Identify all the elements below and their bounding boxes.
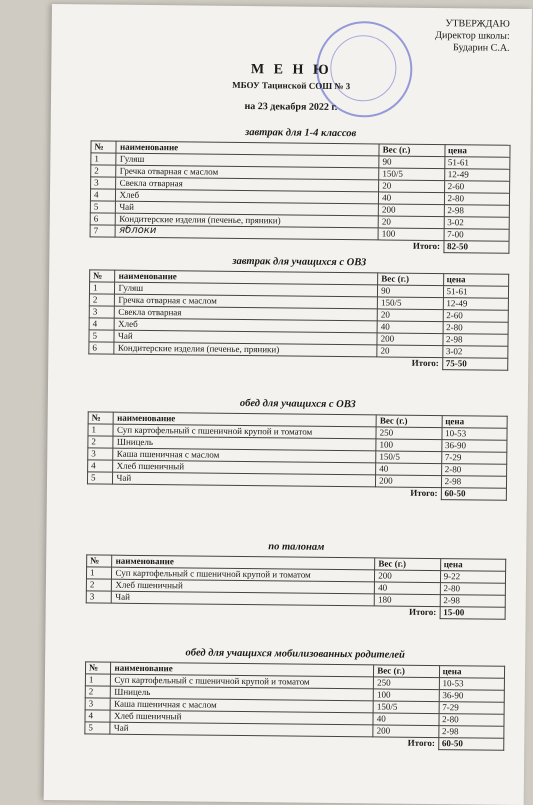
dish-name: Суп картофельный с пшеничной крупой и томатом: [112, 567, 375, 582]
total-label: Итого:: [411, 357, 439, 369]
school-name: МБОУ Тацинской СОШ № 3: [232, 79, 351, 92]
dish-weight: 150/5: [373, 701, 439, 714]
menu-section-table: [88, 255, 509, 370]
column-header-name: наименование: [112, 555, 375, 570]
row-number: 6: [89, 342, 115, 354]
dish-price: 2-98: [441, 476, 507, 489]
dish-price: 36-90: [439, 690, 505, 703]
dish-weight: 100: [373, 689, 439, 702]
column-header-num: №: [88, 412, 114, 424]
dish-name: Каша пшеничная с маслом: [111, 698, 374, 713]
section-title: обед для учащихся с ОВЗ: [239, 397, 356, 411]
dish-price: 7-29: [439, 702, 505, 715]
section-title: завтрак для 1-4 классов: [245, 127, 357, 140]
dish-price: 7-00: [444, 229, 510, 242]
dish-weight: 200: [377, 333, 443, 346]
dish-weight: 20: [377, 345, 443, 358]
dish-price: 10-53: [442, 428, 508, 441]
column-header-name: наименование: [116, 141, 379, 156]
dish-name: Суп картофельный с пшеничной крупой и томатом: [111, 674, 374, 689]
column-header-name: наименование: [115, 270, 378, 285]
row-number: 5: [87, 472, 113, 484]
row-number: 2: [85, 686, 111, 698]
dish-weight: 100: [378, 228, 444, 241]
dish-weight: 40: [379, 192, 445, 205]
section-title: обед для учащихся мобилизованных родителей: [185, 647, 405, 661]
total-value: 15-00: [440, 607, 506, 620]
dish-weight: 20: [379, 180, 445, 193]
dish-name: Каша пшеничная с маслом: [113, 448, 376, 463]
dish-weight: 40: [375, 582, 441, 595]
total-value: 75-50: [442, 358, 508, 371]
column-header-name: наименование: [111, 662, 374, 677]
dish-weight: 100: [376, 439, 442, 452]
dish-name: Чай: [114, 330, 377, 345]
dish-price: 2-98: [443, 334, 509, 347]
row-number: 3: [89, 306, 115, 318]
menu-section-table: [84, 647, 505, 750]
dish-price: 2-60: [444, 181, 510, 194]
approval-heading: УТВЕРЖДАЮ: [445, 18, 510, 30]
dish-price: 10-53: [439, 678, 505, 691]
row-number: 4: [88, 460, 114, 472]
menu-sheet: [44, 4, 532, 805]
total-spacer: [86, 603, 374, 618]
total-spacer: [85, 734, 373, 749]
dish-price: 12-49: [443, 298, 509, 311]
column-header-price: цена: [443, 274, 509, 287]
dish-name: Гуляш: [116, 153, 379, 168]
row-number: 2: [91, 165, 117, 177]
dish-name: Чай: [116, 201, 379, 216]
row-number: 5: [85, 722, 111, 734]
column-header-weight: Вес (г.): [379, 144, 445, 157]
page-title: М Е Н Ю: [250, 62, 332, 78]
total-spacer: [87, 484, 375, 499]
dish-price: 51-61: [443, 286, 509, 299]
dish-name: Чай: [110, 722, 373, 737]
total-label: Итого:: [410, 487, 438, 499]
row-number: 1: [85, 674, 111, 686]
dish-weight: 150/5: [379, 168, 445, 181]
row-number: 4: [89, 318, 115, 330]
row-number: 2: [86, 579, 112, 591]
column-header-num: №: [90, 270, 116, 282]
dish-weight: 200: [376, 475, 442, 488]
dish-price: 2-98: [438, 726, 504, 739]
dish-name: Гуляш: [115, 282, 378, 297]
dish-price: 2-98: [444, 205, 510, 218]
dish-weight: 40: [377, 321, 443, 334]
dish-name: Свекла отварная: [115, 306, 378, 321]
total-value: 60-50: [441, 488, 507, 501]
column-header-weight: Вес (г.): [375, 558, 441, 571]
dish-name: яблоки: [116, 225, 379, 240]
dish-price: 2-80: [444, 193, 510, 206]
dish-price: 2-80: [443, 322, 509, 335]
total-label: Итого:: [409, 606, 437, 618]
dish-weight: 250: [376, 427, 442, 440]
dish-name: Шницель: [113, 436, 376, 451]
column-header-weight: Вес (г.): [378, 273, 444, 286]
dish-weight: 20: [378, 216, 444, 229]
dish-price: 7-29: [441, 452, 507, 465]
dish-price: 2-60: [443, 310, 509, 323]
total-spacer: [89, 354, 377, 369]
row-number: 3: [91, 177, 117, 189]
row-number: 2: [88, 436, 114, 448]
column-header-name: наименование: [114, 412, 377, 427]
dish-weight: 150/5: [378, 297, 444, 310]
dish-weight: 200: [375, 570, 441, 583]
dish-price: 2-98: [440, 595, 506, 608]
dish-price: 51-61: [444, 157, 510, 170]
dish-name: Гречка отварная с маслом: [115, 294, 378, 309]
dish-name: Хлеб пшеничный: [112, 579, 375, 594]
dish-name: Чай: [112, 591, 375, 606]
row-number: 1: [88, 424, 114, 436]
dish-weight: 20: [377, 309, 443, 322]
row-number: 3: [88, 448, 114, 460]
column-header-price: цена: [445, 145, 511, 158]
total-spacer: [90, 237, 378, 252]
row-number: 4: [90, 189, 116, 201]
dish-price: 2-80: [441, 464, 507, 477]
dish-weight: 200: [373, 725, 439, 738]
column-header-price: цена: [440, 559, 506, 572]
column-header-weight: Вес (г.): [376, 415, 442, 428]
section-title: по талонам: [268, 541, 325, 553]
row-number: 7: [90, 225, 116, 237]
row-number: 1: [86, 567, 112, 579]
dish-weight: 90: [379, 156, 445, 169]
dish-weight: 200: [378, 204, 444, 217]
column-header-weight: Вес (г.): [374, 665, 440, 678]
dish-name: Шницель: [111, 686, 374, 701]
menu-section-table: [86, 540, 507, 619]
section-title: завтрак для учащихся с ОВЗ: [232, 255, 367, 269]
dish-name: Гречка отварная с маслом: [116, 165, 379, 180]
column-header-price: цена: [442, 416, 508, 429]
approval-signer: Бударин С.А.: [453, 42, 510, 54]
dish-name: Суп картофельный с пшеничной крупой и томатом: [113, 424, 376, 439]
dish-name: Чай: [113, 472, 376, 487]
dish-name: Хлеб пшеничный: [113, 460, 376, 475]
row-number: 3: [85, 698, 111, 710]
row-number: 6: [90, 213, 116, 225]
row-number: 1: [89, 282, 115, 294]
total-label: Итого:: [412, 240, 441, 252]
approval-block: [435, 18, 510, 55]
dish-price: 2-80: [439, 714, 505, 727]
dish-price: 36-90: [441, 440, 507, 453]
row-number: 3: [86, 591, 112, 603]
total-value: 82-50: [443, 241, 509, 254]
row-number: 5: [89, 330, 115, 342]
menu-section-table: [87, 397, 508, 500]
dish-name: Хлеб: [115, 318, 378, 333]
dish-name: Хлеб: [116, 189, 379, 204]
dish-price: 12-49: [444, 169, 510, 182]
dish-weight: 180: [374, 594, 440, 607]
menu-section-table: [89, 126, 510, 253]
dish-price: 9-22: [440, 571, 506, 584]
menu-date: на 23 декабря 2022 г.: [244, 101, 338, 113]
total-value: 60-50: [438, 738, 504, 751]
dish-price: 2-80: [440, 583, 506, 596]
row-number: 1: [91, 153, 117, 165]
dish-price: 3-02: [442, 346, 508, 359]
dish-weight: 250: [374, 677, 440, 690]
total-label: Итого:: [407, 737, 435, 749]
dish-weight: 150/5: [376, 451, 442, 464]
dish-name: Кондитерские изделия (печенье, пряники): [116, 213, 379, 228]
column-header-num: №: [91, 141, 117, 153]
row-number: 4: [85, 710, 111, 722]
dish-price: 3-02: [444, 217, 510, 230]
dish-name: Хлеб пшеничный: [110, 710, 373, 725]
dish-weight: 40: [376, 463, 442, 476]
column-header-price: цена: [439, 666, 505, 679]
row-number: 5: [90, 201, 116, 213]
dish-weight: 40: [373, 713, 439, 726]
dish-weight: 90: [378, 285, 444, 298]
dish-name: Кондитерские изделия (печенье, пряники): [114, 342, 377, 357]
column-header-num: №: [85, 662, 111, 674]
column-header-num: №: [87, 555, 113, 567]
row-number: 2: [89, 294, 115, 306]
dish-name: Свекла отварная: [116, 177, 379, 192]
approval-position: Директор школы:: [435, 30, 510, 42]
